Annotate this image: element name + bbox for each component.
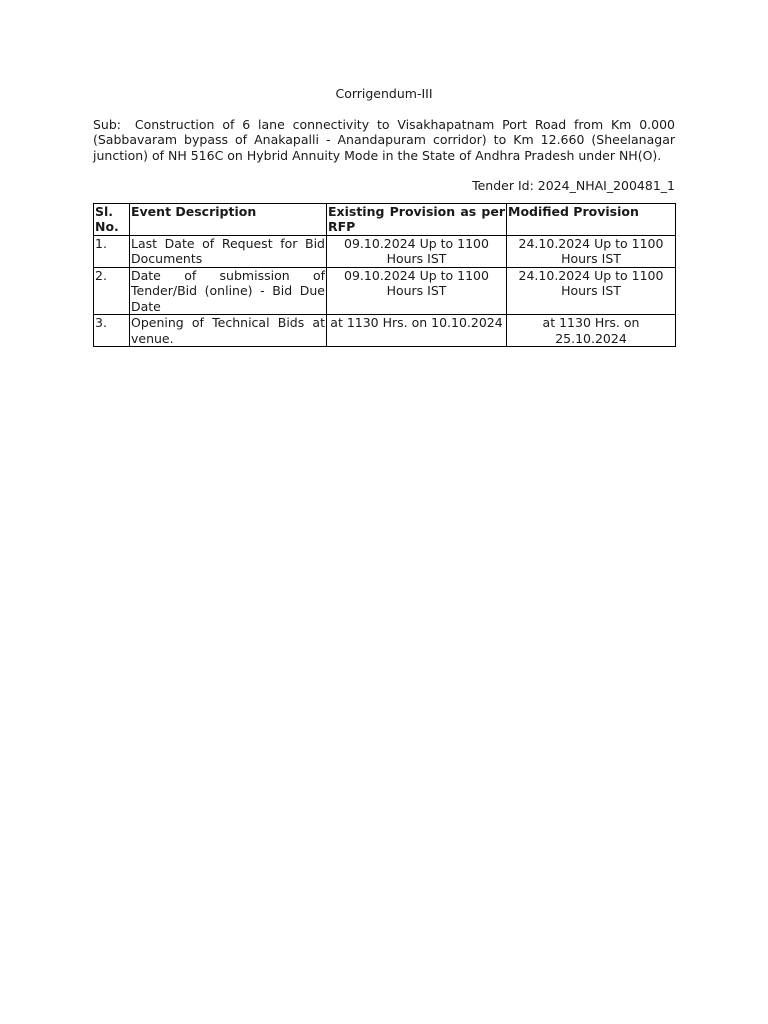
header-modified-provision: Modified Provision <box>507 203 676 235</box>
header-sl-no: Sl. No. <box>94 203 130 235</box>
row-sl-no: 3. <box>94 315 130 347</box>
corrigendum-table <box>93 203 676 348</box>
row-sl-no: 1. <box>94 235 130 267</box>
header-existing-provision: Existing Provision as per RFP <box>328 203 505 234</box>
row-existing-provision: at 1130 Hrs. on 10.10.2024 <box>327 315 507 347</box>
table-row <box>94 315 676 347</box>
row-event-description: Opening of Technical Bids at venue. <box>131 315 325 346</box>
row-modified-provision: at 1130 Hrs. on 25.10.2024 <box>507 315 676 347</box>
tender-id: Tender Id: 2024_NHAI_200481_1 <box>472 178 675 193</box>
row-modified-provision: 24.10.2024 Up to 1100 Hours IST <box>507 267 676 315</box>
table-row <box>94 267 676 315</box>
document-title: Corrigendum-III <box>335 86 433 101</box>
header-event-description: Event Description <box>130 203 327 235</box>
subject-paragraph <box>93 117 675 164</box>
row-existing-provision: 09.10.2024 Up to 1100 Hours IST <box>327 267 507 315</box>
row-existing-provision: 09.10.2024 Up to 1100 Hours IST <box>327 235 507 267</box>
table-header-row <box>94 203 676 235</box>
subject-text: Construction of 6 lane connectivity to Visakhapatnam Port Road from Km 0.000 (Sabbavaram bypass of Anakapalli - Anandapuram corridor) to Km 12.660 (Sheelanagar junction) of NH 516C on Hybrid Annuity Mode in the State of Andhra Pradesh under NH(O). <box>93 116 675 163</box>
subject-label: Sub: <box>93 116 122 132</box>
row-sl-no: 2. <box>94 267 130 315</box>
row-modified-provision: 24.10.2024 Up to 1100 Hours IST <box>507 235 676 267</box>
table-row <box>94 235 676 267</box>
row-event-description: Date of submission of Tender/Bid (online) - Bid Due Date <box>131 267 325 314</box>
row-event-description: Last Date of Request for Bid Documents <box>131 235 325 266</box>
document-page <box>93 86 675 347</box>
